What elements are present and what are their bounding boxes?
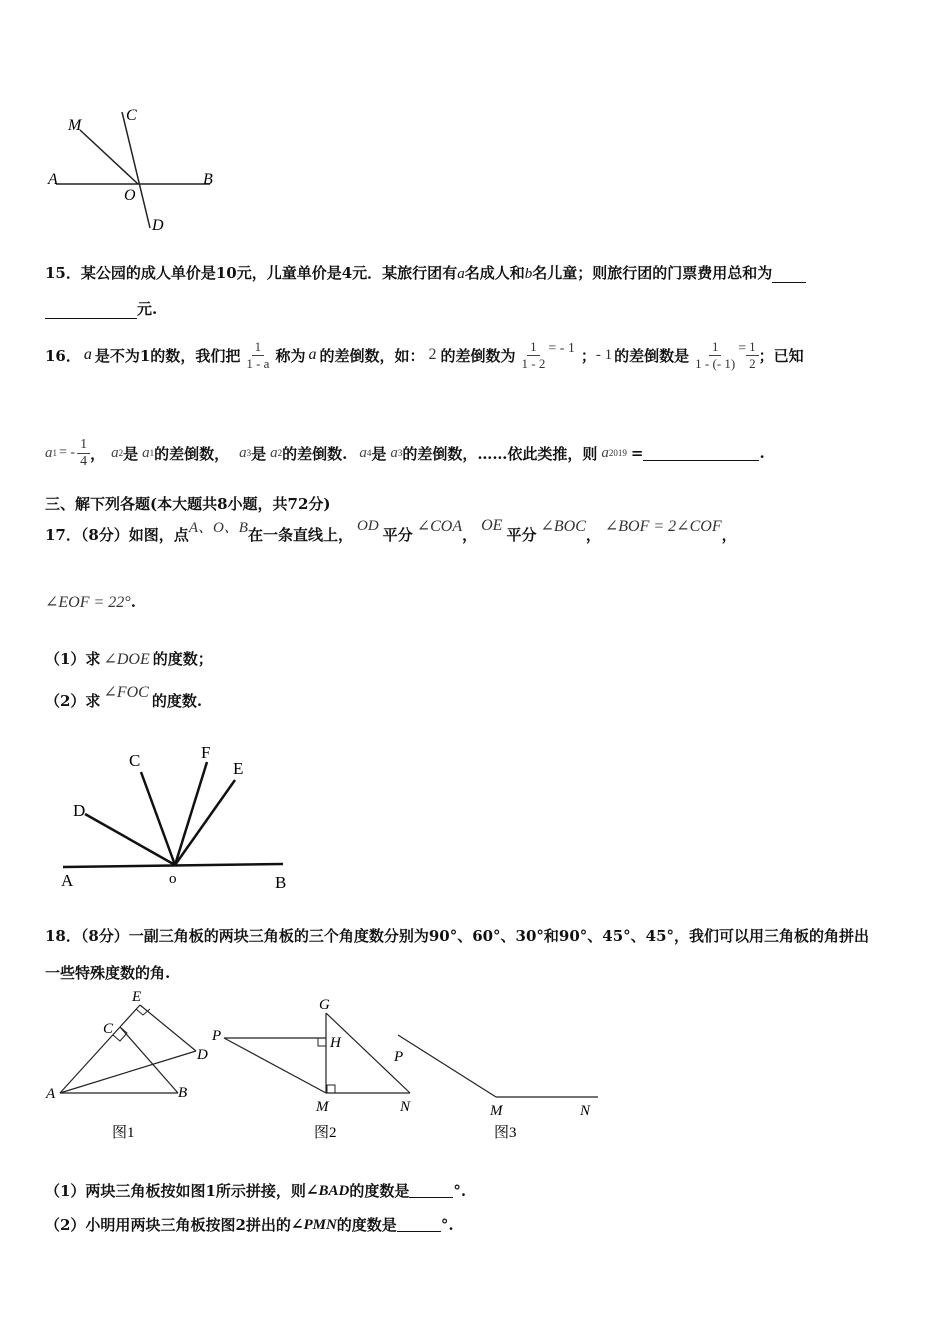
q16-text-4: 的差倒数为 <box>440 346 516 365</box>
q16-a1b-sub: 1 <box>149 448 155 458</box>
fig18-figure-3 <box>393 1035 598 1141</box>
ray-om <box>80 130 138 184</box>
fig18-figure-2 <box>211 997 411 1141</box>
fig18-2-label-n: N <box>400 1099 411 1115</box>
fig18-3-label-p: P <box>394 1049 404 1065</box>
fig18-1-cb <box>120 1027 178 1093</box>
q16-f1-den: 1 - a <box>246 355 270 371</box>
q15-answer-blank-1[interactable] <box>772 268 806 283</box>
q18-p1-label: （1）两块三角板按如图1所示拼接，则 <box>45 1182 306 1200</box>
q18-p1-text: 的度数是 <box>349 1182 410 1200</box>
q16-a2-sub: 2 <box>118 448 124 458</box>
figure-17 <box>45 738 305 898</box>
q16-text-5: 的差倒数是 <box>614 346 690 365</box>
q16-fraction-1 <box>243 339 272 372</box>
q16-end: . <box>759 444 765 462</box>
q16-text-6: ；已知 <box>758 346 804 365</box>
q18-p2-end: °. <box>440 1215 454 1234</box>
q16-text-1: 是不为1的数，我们把 <box>94 346 241 365</box>
fig18-2-pm <box>224 1038 326 1093</box>
q17-angle-coa: ∠COA <box>416 518 463 535</box>
q16-a2019: a <box>601 444 609 461</box>
q17-text-1: 17．（8分）如图，点 <box>45 525 189 544</box>
figure-18 <box>40 985 610 1150</box>
fig17-label-o: o <box>169 871 177 887</box>
q16-is-3: 是 <box>371 444 387 463</box>
section-3-heading: 三、解下列各题(本大题共8小题，共72分) <box>45 495 331 513</box>
label-m: M <box>68 117 82 134</box>
fig18-caption-3: 图3 <box>494 1125 517 1141</box>
fig17-label-f: F <box>201 743 211 762</box>
q15-text-4: 元. <box>137 300 158 318</box>
q16-text-2: 称为 <box>275 346 306 365</box>
fig17-label-c: C <box>129 751 141 770</box>
fig18-1-ce <box>120 1005 140 1027</box>
q16-f4-num: 1 <box>746 339 759 356</box>
q16-a2b-sub: 2 <box>277 448 283 458</box>
q17-p1-text: 的度数； <box>152 650 213 668</box>
q16-f2-num: 1 <box>527 339 540 356</box>
q17-part-2 <box>45 682 202 718</box>
q16-eq-1: = - 1 <box>548 341 575 356</box>
fig18-2-label-h: H <box>330 1035 341 1051</box>
fig18-3-label-m: M <box>490 1103 503 1119</box>
label-o: O <box>124 187 136 204</box>
q16-a2b: a <box>270 444 278 461</box>
q18-angle-bad: ∠BAD <box>305 1183 350 1199</box>
q16-f5-den: 4 <box>80 453 88 469</box>
q17-oe: OE <box>481 517 503 534</box>
line-cd <box>122 112 150 228</box>
fig17-label-e: E <box>233 759 244 778</box>
q16-is-1: 是 <box>123 444 139 463</box>
q16-a4-sub: 4 <box>366 448 372 458</box>
q16-two: 2 <box>428 346 437 363</box>
q16-eq-2: = <box>738 341 747 356</box>
q16-semicolon: ； <box>580 346 596 365</box>
fig18-2-label-m: M <box>316 1099 329 1115</box>
q18-p1-end: °. <box>453 1181 467 1200</box>
q17-text-2: 在一条直线上， <box>247 525 353 544</box>
fig18-1-label-c: C <box>103 1021 114 1037</box>
fig18-1-label-a: A <box>46 1086 56 1102</box>
q18-part-1 <box>45 1180 466 1201</box>
fig18-1-ed <box>140 1005 196 1051</box>
q16-fraction-2 <box>518 339 548 372</box>
question-16-line-2 <box>45 432 765 474</box>
q16-comma: ， <box>90 444 106 463</box>
question-17-line-2 <box>45 592 136 612</box>
fig18-2-label-p: P <box>212 1028 222 1044</box>
q16-rec-3: 的差倒数，……依此类推，则 <box>402 444 598 463</box>
q16-answer-blank[interactable] <box>643 446 759 461</box>
q17-angle-doe: ∠DOE <box>103 650 150 668</box>
q16-a3-sub: 3 <box>246 448 252 458</box>
fig18-2-right-angle-m <box>327 1085 335 1093</box>
q16-a2: a <box>111 444 119 461</box>
q16-f2-den: 1 - 2 <box>521 355 546 371</box>
question-18-line-1: 18．（8分）一副三角板的两块三角板的三个角度数分别为90°、60°、30°和90°、45°、45°，我们可以用三角板的角拼出 <box>45 927 870 945</box>
question-15 <box>45 262 806 283</box>
q16-a1: a <box>45 444 53 461</box>
q16-var-a-2: a <box>308 346 317 363</box>
fig18-1-right-angle-c <box>113 1027 127 1041</box>
q16-text-3: 的差倒数，如： <box>319 346 425 365</box>
q16-fraction-4 <box>746 339 759 372</box>
q16-a2019-sub: 2019 <box>608 448 627 458</box>
q17-dot: . <box>130 593 136 611</box>
q16-a3b-sub: 3 <box>397 448 403 458</box>
q16-a1b: a <box>142 444 150 461</box>
fig17-ray-oe <box>175 780 235 865</box>
q15-text-1: 15．某公园的成人单价是10元，儿童单价是4元．某旅行团有 <box>45 264 458 282</box>
q16-neg-one: - 1 <box>595 346 613 363</box>
fig17-ray-of <box>175 762 207 865</box>
q17-text-3: 平分 <box>382 525 413 544</box>
fig18-1-label-e: E <box>132 989 142 1005</box>
q16-a1-eq: = - <box>59 445 76 460</box>
q17-points: A、O、B <box>188 519 248 536</box>
q16-a4: a <box>359 444 367 461</box>
q18-p1-answer-blank[interactable] <box>409 1183 453 1198</box>
fig18-2-right-angle-h <box>318 1038 326 1046</box>
q17-angle-eof: ∠EOF = 22° <box>45 594 131 611</box>
q18-angle-pmn: ∠PMN <box>290 1217 337 1233</box>
q16-f5-num: 1 <box>77 437 90 454</box>
q15-text-2: 名成人和 <box>464 264 525 282</box>
fig18-1-label-d: D <box>197 1047 208 1063</box>
q16-var-a: a <box>83 346 92 363</box>
q17-text-4: 平分 <box>506 525 537 544</box>
q16-a3b: a <box>390 444 398 461</box>
q17-relation: ∠BOF = 2∠COF <box>604 518 722 535</box>
q18-p2-answer-blank[interactable] <box>397 1217 441 1232</box>
label-b: B <box>203 171 213 188</box>
fig18-3-pm <box>398 1035 496 1097</box>
q16-rec-1: 的差倒数， <box>154 444 230 463</box>
q16-a1-sub: 1 <box>52 448 57 458</box>
q16-is-2: 是 <box>251 444 267 463</box>
q15-answer-blank-2[interactable] <box>45 304 137 319</box>
label-d: D <box>152 217 164 234</box>
q16-number: 16． <box>45 346 81 365</box>
q17-comma-1: ， <box>462 525 478 544</box>
q15-var-b: b <box>524 266 533 282</box>
fig17-label-b: B <box>275 873 287 892</box>
q16-fraction-5 <box>77 437 90 470</box>
q16-f3-num: 1 <box>709 339 722 356</box>
fig18-3-label-n: N <box>580 1103 591 1119</box>
q16-f3-den: 1 - (- 1) <box>695 355 736 371</box>
question-17-line-1 <box>45 516 737 552</box>
q18-p2-label: （2）小明用两块三角板按图2拼出的 <box>45 1216 291 1234</box>
q17-od: OD <box>357 517 379 534</box>
q17-p1-label: （1）求 <box>45 650 101 668</box>
fig18-2-label-g: G <box>319 997 330 1013</box>
q17-p2-text: 的度数. <box>151 691 203 710</box>
fig17-label-a: A <box>61 871 74 890</box>
question-18-line-2: 一些特殊度数的角. <box>45 964 171 982</box>
fig17-ray-od <box>85 814 175 865</box>
q17-angle-boc: ∠BOC <box>540 518 586 535</box>
fig18-1-label-b: B <box>178 1085 188 1101</box>
q18-part-2 <box>45 1214 454 1235</box>
q16-a3: a <box>239 444 247 461</box>
q16-fraction-3 <box>692 339 738 372</box>
q18-p2-text: 的度数是 <box>336 1216 397 1234</box>
q17-angle-foc: ∠FOC <box>103 684 149 701</box>
q16-f1-num: 1 <box>252 339 265 356</box>
fig17-ray-oc <box>141 772 175 865</box>
q17-comma-2: ， <box>585 525 601 544</box>
question-16-line-1 <box>45 335 804 375</box>
label-a: A <box>48 171 58 188</box>
q16-f4-den: 2 <box>749 355 756 371</box>
q17-comma-3: ， <box>721 525 737 544</box>
label-c: C <box>126 107 137 124</box>
fig18-caption-2: 图2 <box>314 1125 337 1141</box>
q16-rec-2: 的差倒数. <box>282 444 348 463</box>
fig18-1-ad <box>60 1051 196 1093</box>
fig17-label-d: D <box>73 801 86 820</box>
fig18-caption-1: 图1 <box>112 1125 135 1141</box>
question-15-cont <box>45 298 157 319</box>
q17-p2-label: （2）求 <box>45 691 101 710</box>
angle-figure-top <box>40 100 230 240</box>
q15-text-3: 名儿童；则旅行团的门票费用总和为 <box>532 264 773 282</box>
q17-part-1 <box>45 648 213 669</box>
q16-eq-3: = <box>630 444 644 462</box>
q15-var-a: a <box>457 266 465 282</box>
fig18-figure-1 <box>45 989 208 1141</box>
